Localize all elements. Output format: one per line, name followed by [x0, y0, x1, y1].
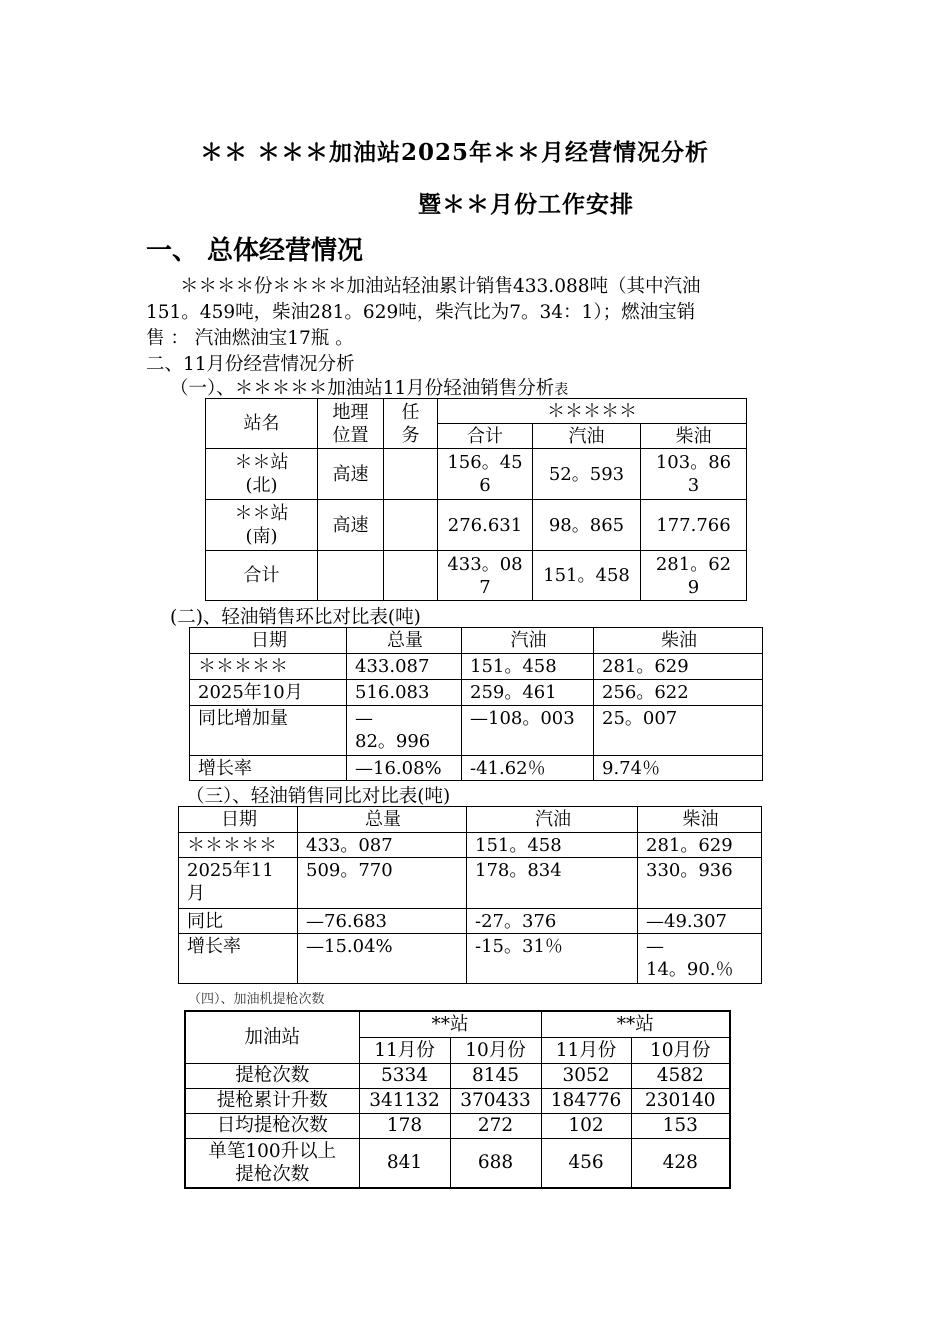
cell-metric: 提枪累计升数: [185, 1088, 359, 1113]
cell-task: [384, 500, 438, 551]
header-total: 总量: [298, 807, 467, 833]
cell-diesel: 281。62 9: [641, 551, 747, 601]
table-row: [190, 706, 763, 756]
cell-value: 428: [631, 1138, 730, 1188]
table1-caption: [170, 374, 568, 400]
cell-total: 156。45 6: [438, 449, 533, 500]
header-gasoline: 汽油: [533, 424, 641, 449]
cell-diesel: 281。629: [638, 833, 762, 858]
table1-caption-tail: 表: [554, 382, 569, 398]
table-row: [185, 1088, 730, 1113]
cell-value: 688: [450, 1138, 541, 1188]
cell-date: 增长率: [179, 934, 298, 984]
section1-paragraph: [146, 274, 806, 352]
header-gasoline: 汽油: [462, 628, 594, 654]
yoy-comparison-table: [178, 806, 762, 984]
cell-value: 8145: [450, 1063, 541, 1088]
cell-gasoline: -27。376: [467, 909, 638, 934]
table-row: [190, 654, 763, 680]
header-month: 10月份: [450, 1037, 541, 1063]
cell-date: 同比增加量: [190, 706, 347, 756]
cell-diesel: 9.74％: [594, 756, 763, 781]
header-group: ＊＊＊＊＊: [438, 399, 747, 424]
table-row: [179, 909, 762, 934]
cell-value: 153: [631, 1113, 730, 1138]
cell-date: 同比: [179, 909, 298, 934]
table-row: [190, 680, 763, 706]
table-row: [190, 756, 763, 781]
table-row: [179, 833, 762, 858]
cell-diesel: 25。007: [594, 706, 763, 756]
cell-metric: 提枪次数: [185, 1063, 359, 1088]
cell-total: 433。087: [298, 833, 467, 858]
cell-task: [384, 449, 438, 500]
paragraph-line: 151。459吨，柴油281。629吨，柴汽比为7。34：1）；燃油宝销: [146, 302, 696, 323]
cell-gasoline: 98。865: [533, 500, 641, 551]
header-group-1: **站: [359, 1011, 541, 1037]
section1-heading: 一、 总体经营情况: [146, 236, 364, 266]
header-month: 10月份: [631, 1037, 730, 1063]
cell-total: 433。08 7: [438, 551, 533, 601]
cell-value: 5334: [359, 1063, 450, 1088]
cell-gasoline: —108。003: [462, 706, 594, 756]
cell-value: 370433: [450, 1088, 541, 1113]
table2-caption: (二)、轻油销售环比对比表(吨): [170, 607, 421, 628]
cell-total: 509。770: [298, 858, 467, 909]
table-row: [179, 858, 762, 909]
cell-date: ＊＊＊＊＊: [179, 833, 298, 858]
table-row: [185, 1063, 730, 1088]
header-date: 日期: [190, 628, 347, 654]
cell-metric: 日均提枪次数: [185, 1113, 359, 1138]
table-row: [179, 934, 762, 984]
cell-diesel: — 14。90.％: [638, 934, 762, 984]
table-row: [185, 1113, 730, 1138]
cell-gasoline: 151。458: [462, 654, 594, 680]
cell-value: 230140: [631, 1088, 730, 1113]
station-sales-table: [205, 398, 747, 601]
cell-value: 3052: [541, 1063, 631, 1088]
header-diesel: 柴油: [594, 628, 763, 654]
cell-total: — 82。996: [347, 706, 462, 756]
cell-gasoline: -41.62％: [462, 756, 594, 781]
cell-date: ＊＊＊＊＊: [190, 654, 347, 680]
cell-gasoline: 151。458: [533, 551, 641, 601]
cell-value: 841: [359, 1138, 450, 1188]
cell-total: 433.087: [347, 654, 462, 680]
paragraph-line: ＊＊＊＊份＊＊＊＊加油站轻油累计销售433.088吨（其中汽油: [180, 276, 701, 297]
cell-value: 456: [541, 1138, 631, 1188]
cell-gasoline: -15。31％: [467, 934, 638, 984]
doc-title-line2: 暨＊＊月份工作安排: [418, 191, 634, 218]
cell-diesel: 177.766: [641, 500, 747, 551]
cell-diesel: 330。936: [638, 858, 762, 909]
section2-heading: 二、11月份经营情况分析: [146, 354, 355, 375]
header-station: 加油站: [185, 1011, 359, 1063]
cell-total: 276.631: [438, 500, 533, 551]
paragraph-line: 售 ： 汽油燃油宝17瓶 。: [146, 328, 354, 349]
header-diesel: 柴油: [638, 807, 762, 833]
table-row: [206, 500, 747, 551]
header-month: 11月份: [541, 1037, 631, 1063]
nozzle-lift-table: [184, 1010, 731, 1189]
table4-caption: （四）、加油机提枪次数: [188, 992, 325, 1007]
cell-total: —76.683: [298, 909, 467, 934]
table-row: [206, 551, 747, 601]
header-total: 合计: [438, 424, 533, 449]
cell-gasoline: 259。461: [462, 680, 594, 706]
cell-value: 102: [541, 1113, 631, 1138]
cell-station: 合计: [206, 551, 318, 601]
table1-caption-main: （一）、＊＊＊＊＊加油站11月份轻油销售分析: [170, 378, 555, 399]
cell-station: ＊＊站 (南): [206, 500, 318, 551]
cell-gasoline: 178。834: [467, 858, 638, 909]
cell-total: 516.083: [347, 680, 462, 706]
table3-caption: （三）、轻油销售同比对比表(吨): [186, 786, 451, 807]
cell-location: 高速: [318, 500, 384, 551]
doc-title-line1: ＊＊ ＊＊＊加油站2025年＊＊月经营情况分析: [200, 139, 710, 166]
header-date: 日期: [179, 807, 298, 833]
table-row: [185, 1138, 730, 1188]
cell-date: 2025年10月: [190, 680, 347, 706]
cell-task: [384, 551, 438, 601]
cell-station: ＊＊站 (北): [206, 449, 318, 500]
cell-value: 4582: [631, 1063, 730, 1088]
header-group-2: **站: [541, 1011, 730, 1037]
header-diesel: 柴油: [641, 424, 747, 449]
cell-metric: 单笔100升以上 提枪次数: [185, 1138, 359, 1188]
cell-value: 184776: [541, 1088, 631, 1113]
cell-value: 178: [359, 1113, 450, 1138]
cell-date: 2025年11 月: [179, 858, 298, 909]
cell-location: 高速: [318, 449, 384, 500]
cell-diesel: 281。629: [594, 654, 763, 680]
cell-location: [318, 551, 384, 601]
header-station: 站名: [206, 399, 318, 449]
cell-total: —16.08%: [347, 756, 462, 781]
table-row: [206, 449, 747, 500]
cell-diesel: 103。86 3: [641, 449, 747, 500]
cell-gasoline: 52。593: [533, 449, 641, 500]
header-total: 总量: [347, 628, 462, 654]
cell-value: 341132: [359, 1088, 450, 1113]
header-month: 11月份: [359, 1037, 450, 1063]
header-gasoline: 汽油: [467, 807, 638, 833]
mom-comparison-table: [189, 627, 763, 781]
header-task: 任 务: [384, 399, 438, 449]
header-location: 地理 位置: [318, 399, 384, 449]
cell-diesel: 256。622: [594, 680, 763, 706]
cell-diesel: —49.307: [638, 909, 762, 934]
cell-value: 272: [450, 1113, 541, 1138]
cell-gasoline: 151。458: [467, 833, 638, 858]
cell-date: 增长率: [190, 756, 347, 781]
cell-total: —15.04%: [298, 934, 467, 984]
